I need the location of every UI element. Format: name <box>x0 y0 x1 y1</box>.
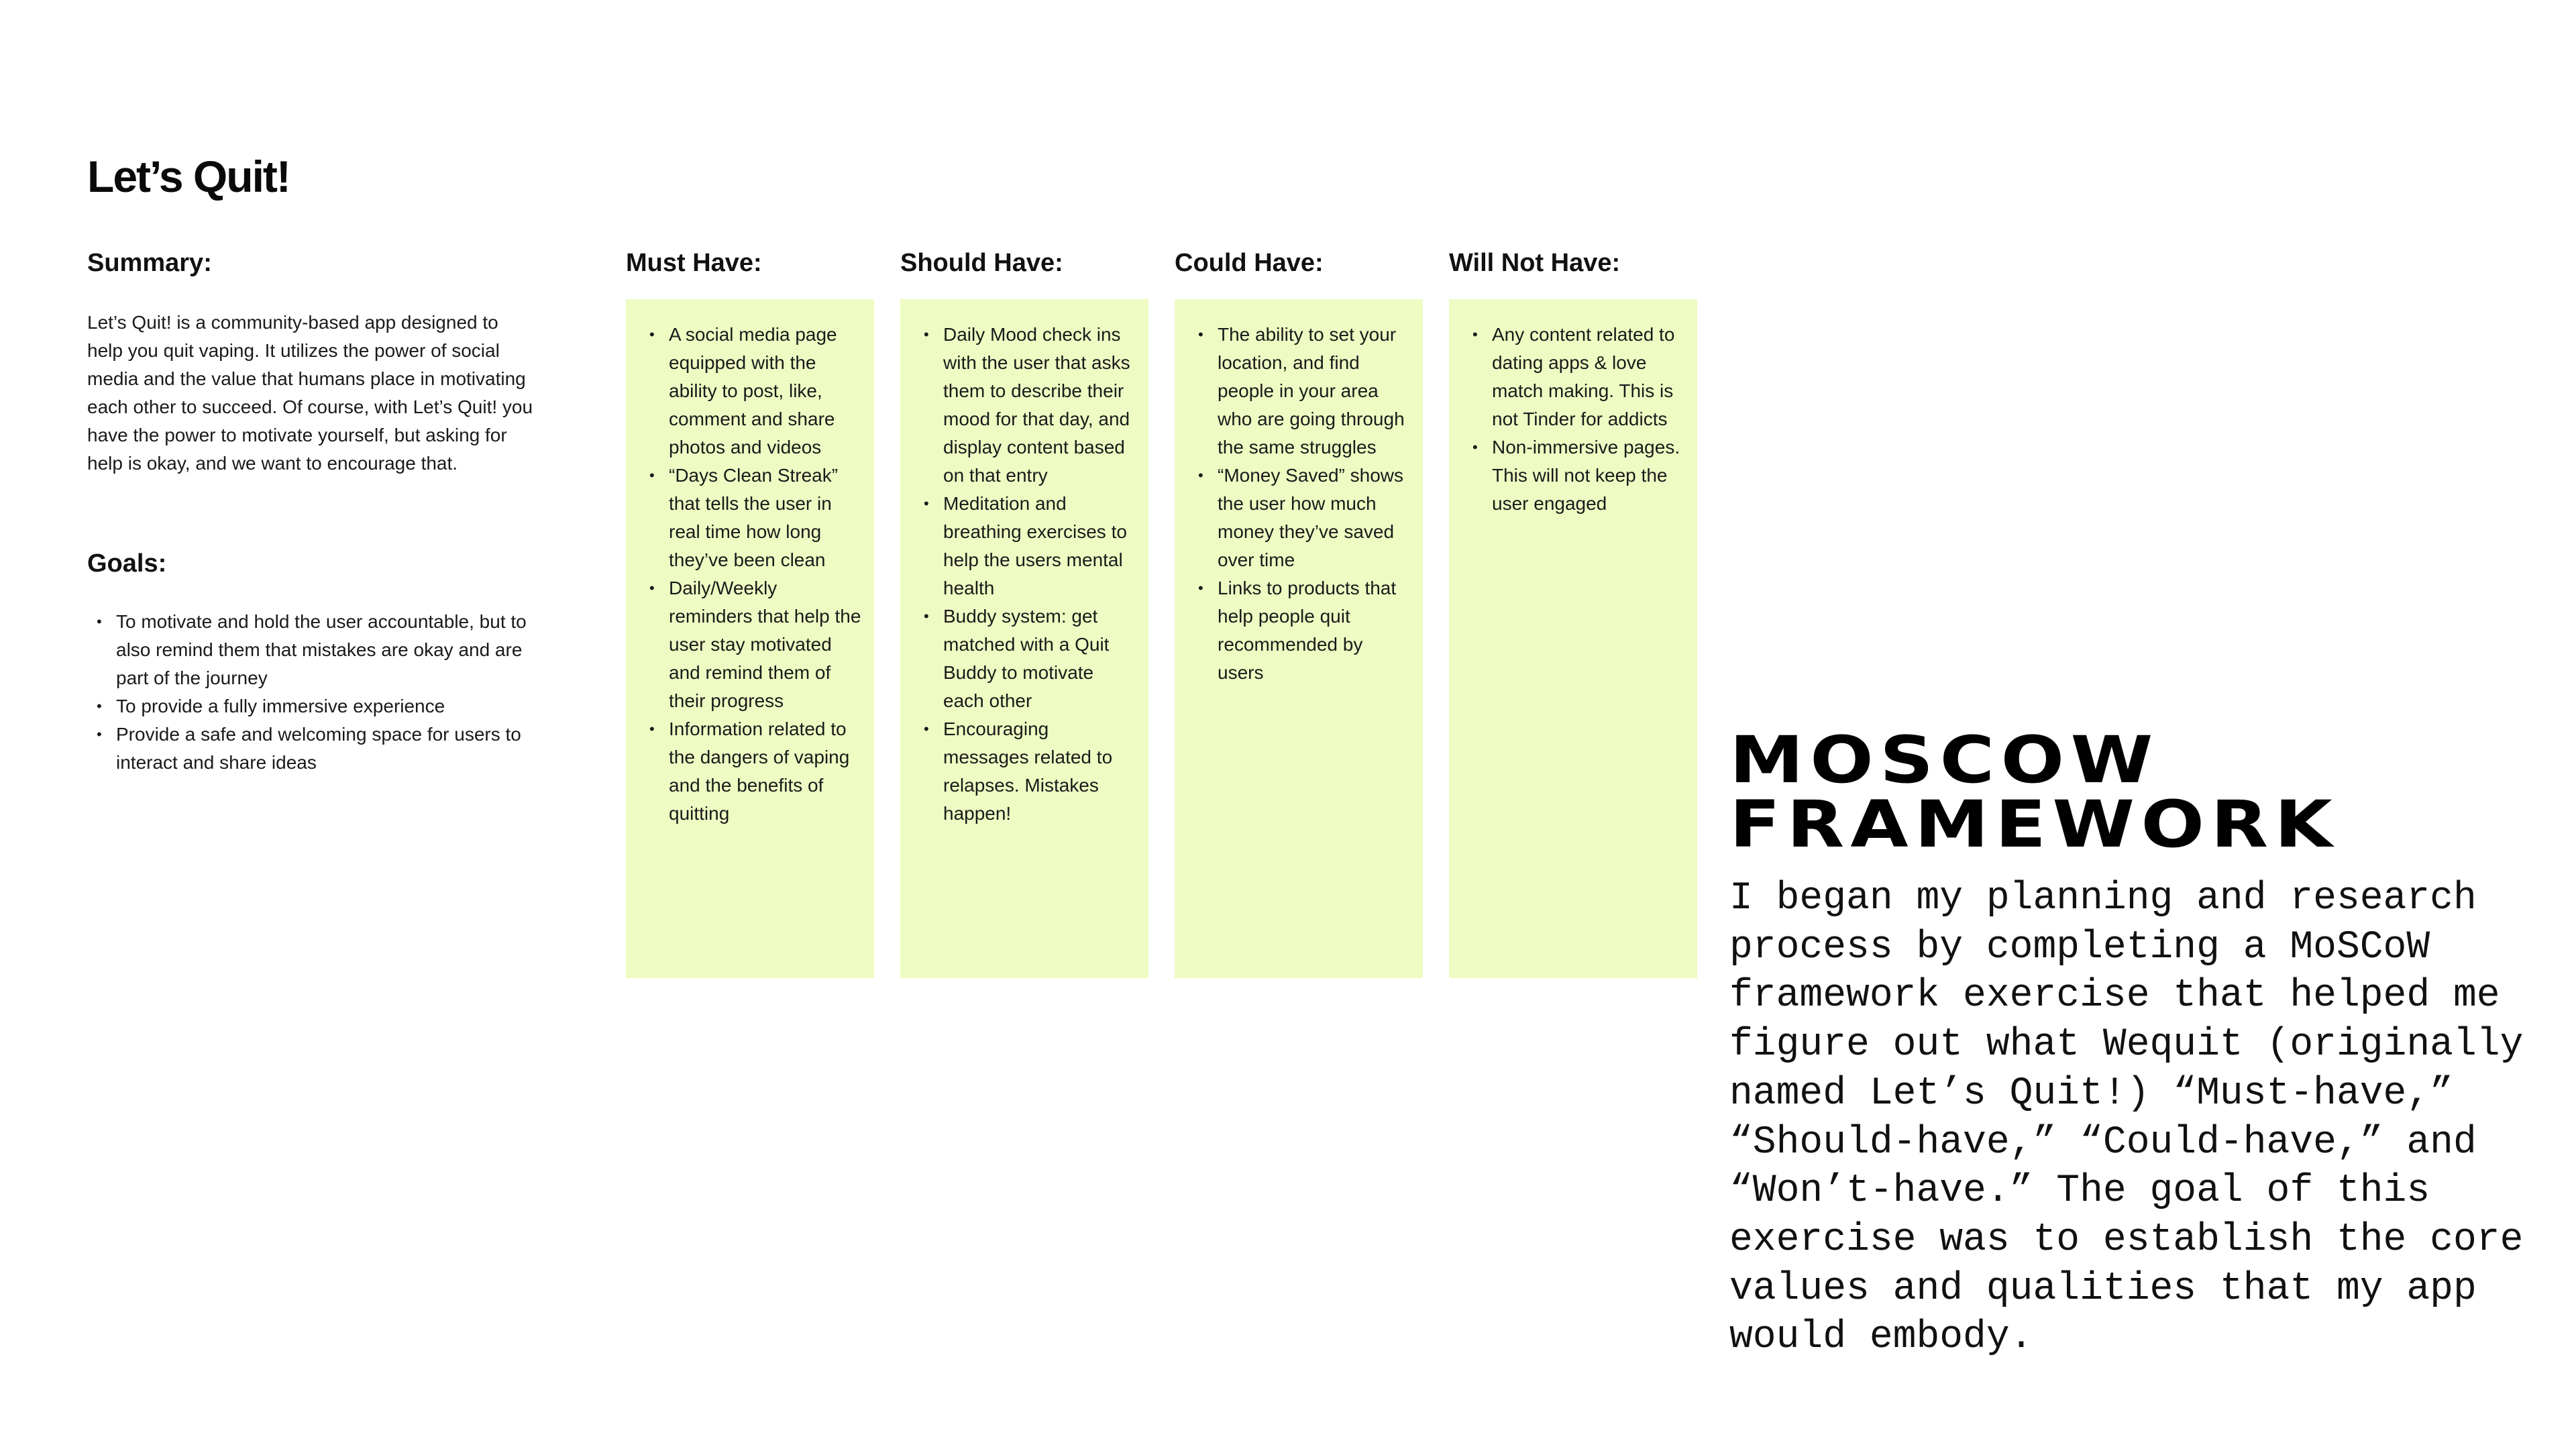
must-have-item: • “Days Clean Streak” that tells the user in real time how long they’ve been clean <box>639 462 862 574</box>
will-not-have-heading: Will Not Have: <box>1449 249 1621 277</box>
summary-heading: Summary: <box>87 249 212 277</box>
could-have-list <box>1188 321 1411 687</box>
should-have-item: • Daily Mood check ins with the user that asks them to describe their mood for that day, and display content based on that entry <box>914 321 1136 490</box>
should-have-heading: Should Have: <box>900 249 1063 277</box>
framework-title <box>1729 722 2339 862</box>
will-not-have-note <box>1449 299 1697 978</box>
goals-list <box>87 608 530 777</box>
could-have-item: • Links to products that help people quit recommended by users <box>1188 574 1411 687</box>
framework-title-line: MOSCOW <box>1729 722 2159 798</box>
should-have-item: • Encouraging messages related to relapses. Mistakes happen! <box>914 715 1136 828</box>
goal-item: • Provide a safe and welcoming space for users to interact and share ideas <box>87 720 530 777</box>
must-have-item: • Information related to the dangers of vaping and the benefits of quitting <box>639 715 862 828</box>
app-title: Let’s Quit! <box>87 152 290 201</box>
must-have-note <box>626 299 874 978</box>
should-have-item: • Buddy system: get matched with a Quit Buddy to motivate each other <box>914 602 1136 715</box>
goals-heading: Goals: <box>87 549 167 578</box>
framework-title-line: FRAMEWORK <box>1729 787 2339 862</box>
goal-item: • To motivate and hold the user accountable, but to also remind them that mistakes are okay and are part of the journey <box>87 608 530 692</box>
will-not-have-list <box>1462 321 1685 518</box>
must-have-list <box>639 321 862 828</box>
should-have-note <box>900 299 1148 978</box>
should-have-item: • Meditation and breathing exercises to help the users mental health <box>914 490 1136 602</box>
could-have-heading: Could Have: <box>1175 249 1324 277</box>
will-not-have-item: • Any content related to dating apps & love match making. This is not Tinder for addicts <box>1462 321 1685 433</box>
could-have-note <box>1175 299 1423 978</box>
must-have-item: • Daily/Weekly reminders that help the user stay motivated and remind them of their progress <box>639 574 862 715</box>
will-not-have-item: • Non-immersive pages. This will not keep the user engaged <box>1462 433 1685 518</box>
framework-description: I began my planning and research process by completing a MoSCoW framework exercise that helped me figure out what Wequit (originally named Let’s Quit!) “Must-have,” “Should-have,” “Could-have,” and “Won’t-have.” The goal of this exercise was to establish the core values and qualities that my app would embody. <box>1729 877 2524 1360</box>
must-have-heading: Must Have: <box>626 249 762 277</box>
could-have-item: • “Money Saved” shows the user how much money they’ve saved over time <box>1188 462 1411 574</box>
must-have-item: • A social media page equipped with the ability to post, like, comment and share photos and videos <box>639 321 862 462</box>
could-have-item: • The ability to set your location, and find people in your area who are going through the same struggles <box>1188 321 1411 462</box>
goal-item: • To provide a fully immersive experience <box>87 692 530 720</box>
summary-text: Let’s Quit! is a community-based app designed to help you quit vaping. It utilizes the power of social media and the value that humans place in motivating each other to succeed. Of course, with Let’s Quit! you have the power to motivate yourself, but asking for help is okay, and we want to encourage that. <box>87 312 533 474</box>
should-have-list <box>914 321 1136 828</box>
